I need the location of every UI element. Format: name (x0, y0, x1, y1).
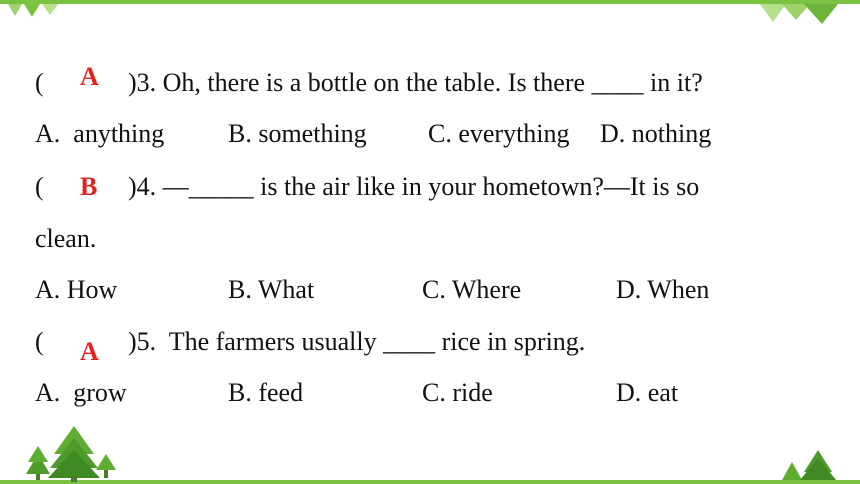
question-4-open-paren: ( (35, 172, 44, 201)
pine-trees-right-icon (778, 450, 848, 482)
question-4-answer: B (80, 172, 98, 201)
question-4-stem-continued: clean. (35, 224, 97, 253)
question-5-option-c: C. ride (422, 378, 493, 407)
question-3-option-b: B. something (228, 119, 367, 148)
question-5-answer: A (80, 337, 99, 366)
question-5-stem: )5. The farmers usually ____ rice in spring. (128, 327, 586, 356)
question-3-open-paren: ( (35, 68, 44, 97)
top-accent-bar (0, 0, 860, 4)
pine-trees-left-icon (18, 424, 118, 482)
question-3-option-a: A. anything (35, 119, 165, 148)
question-3-option-c: C. everything (428, 119, 570, 148)
question-5-option-d: D. eat (616, 378, 679, 407)
question-4-option-b: B. What (228, 275, 315, 304)
question-5-option-a: A. grow (35, 378, 127, 407)
question-4-stem: )4. —_____ is the air like in your hometown?—It is so (128, 172, 700, 201)
pennant-decoration-right-icon (760, 0, 850, 26)
question-4-option-a: A. How (35, 275, 118, 304)
question-5-open-paren: ( (35, 327, 44, 356)
question-4-option-d: D. When (616, 275, 710, 304)
question-3-option-d: D. nothing (600, 119, 712, 148)
bottom-accent-bar (0, 480, 860, 484)
pennant-decoration-left-icon (8, 0, 68, 18)
question-3-stem: )3. Oh, there is a bottle on the table. Is there ____ in it? (128, 68, 703, 97)
question-4-option-c: C. Where (422, 275, 522, 304)
question-5-option-b: B. feed (228, 378, 304, 407)
question-3-answer: A (80, 62, 99, 91)
